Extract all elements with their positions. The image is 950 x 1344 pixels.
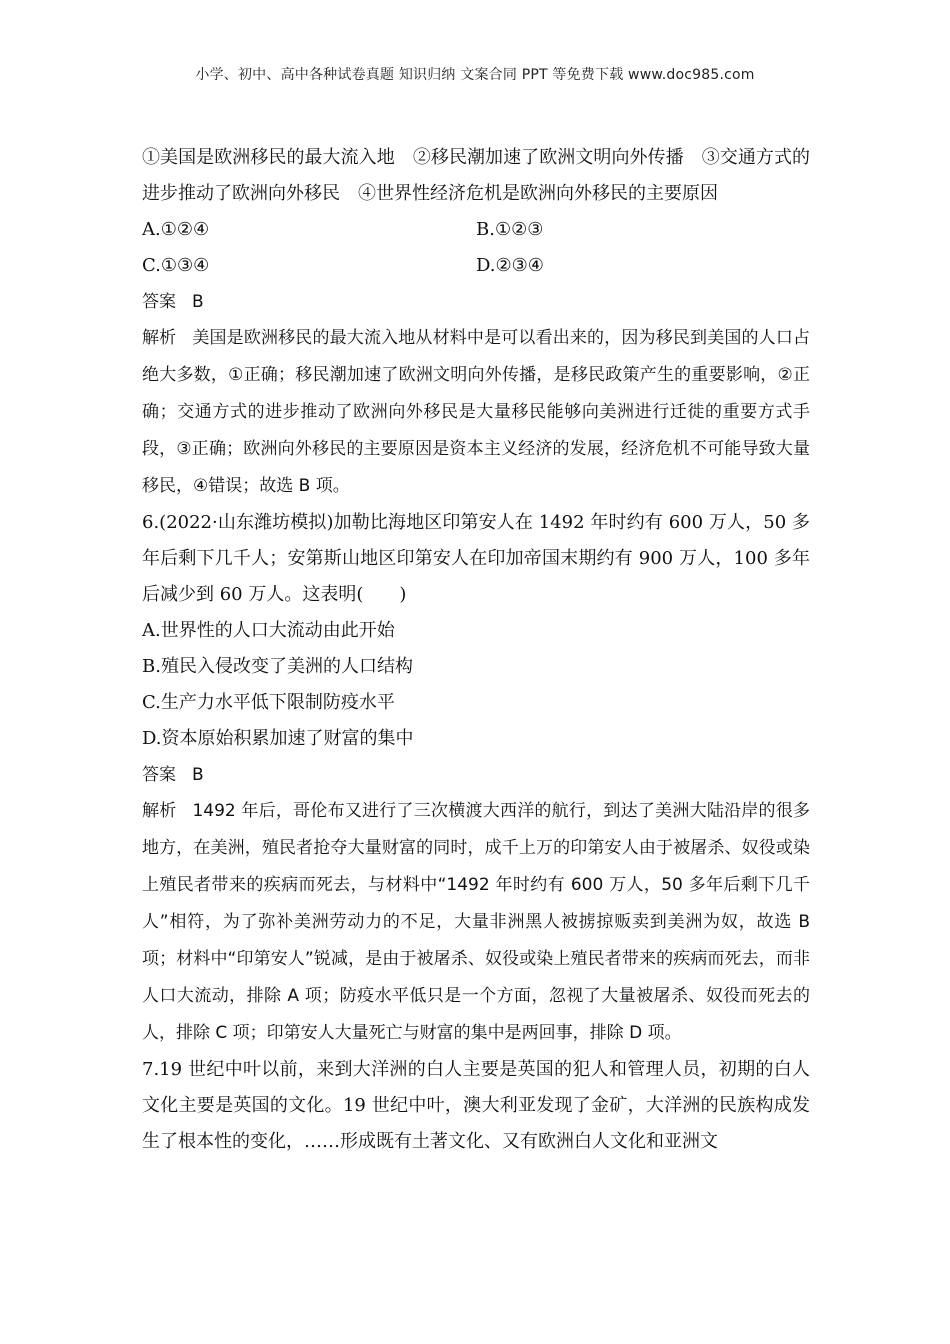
q5-statements: ①美国是欧洲移民的最大流入地 ②移民潮加速了欧洲文明向外传播 ③交通方式的进步推动了欧洲向外移民 ④世界性经济危机是欧洲向外移民的主要原因 — [142, 147, 810, 204]
document-body — [142, 140, 810, 1160]
q6-stem: 6.(2022·山东潍坊模拟)加勒比海地区印第安人在 1492 年时约有 600 万人，50 多年后剩下几千人；安第斯山地区印第安人在印加帝国末期约有 900 万人，100 多年后减少到 60 万人。这表明( ) — [142, 512, 810, 605]
q5-answer-value: B — [192, 292, 204, 312]
q7-stem: 7.19 世纪中叶以前，来到大洋洲的白人主要是英国的犯人和管理人员，初期的白人文化主要是英国的文化。19 世纪中叶，澳大利亚发现了金矿，大洋洲的民族构成发生了根本性的变化，……形成既有土著文化、又有欧洲白人文化和亚洲文 — [142, 1059, 810, 1152]
q5-options — [142, 212, 810, 284]
q6-option-a: A.世界性的人口大流动由此开始 — [142, 620, 395, 641]
q5-option-d: D.②③④ — [476, 255, 544, 276]
q5-explain-text: 美国是欧洲移民的最大流入地从材料中是可以看出来的，因为移民到美国的人口占绝大多数，①正确；移民潮加速了欧洲文明向外传播，是移民政策产生的重要影响，②正确；交通方式的进步推动了欧洲向外移民是大量移民能够向美洲进行迁徙的重要方式手段，③正确；欧洲向外移民的主要原因是资本主义经济的发展，经济危机不可能导致大量移民，④错误；故选 B 项。 — [142, 328, 811, 496]
page-header: 小学、初中、高中各种试卷真题 知识归纳 文案合同 PPT 等免费下载 www.doc985.com — [195, 67, 755, 83]
q6-explain-label: 解析 — [142, 801, 177, 821]
q6-option-c: C.生产力水平低下限制防疫水平 — [142, 692, 395, 713]
q5-option-c: C.①③④ — [142, 255, 210, 276]
q5-answer-label: 答案 — [142, 292, 176, 312]
q5-explanation — [142, 320, 810, 505]
q6-answer-value: B — [192, 765, 204, 785]
q6-explanation — [142, 793, 810, 1052]
q5-explain-label: 解析 — [142, 328, 177, 348]
q6-option-d: D.资本原始积累加速了财富的集中 — [142, 728, 414, 749]
q6-answer-label: 答案 — [142, 765, 176, 785]
q5-answer — [142, 284, 810, 320]
q5-option-b: B.①②③ — [476, 219, 544, 240]
q5-option-a: A.①②④ — [142, 219, 210, 240]
q6-option-b: B.殖民入侵改变了美洲的人口结构 — [142, 656, 413, 677]
q6-answer — [142, 757, 810, 793]
q6-explain-text: 1492 年后，哥伦布又进行了三次横渡大西洋的航行，到达了美洲大陆沿岸的很多地方，在美洲，殖民者抢夺大量财富的同时，成千上万的印第安人由于被屠杀、奴役或染上殖民者带来的疾病而死去，与材料中“1492 年时约有 600 万人，50 多年后剩下几千人”相符，为了弥补美洲劳动力的不足，大量非洲黑人被掳掠贩卖到美洲为奴，故选 B 项；材料中“印第安人”锐减，是由于被屠杀、奴役或染上殖民者带来的疾病而死去，而非人口大流动，排除 A 项；防疫水平低只是一个方面，忽视了大量被屠杀、奴役而死去的人，排除 C 项；印第安人大量死亡与财富的集中是两回事，排除 D 项。 — [142, 801, 811, 1043]
